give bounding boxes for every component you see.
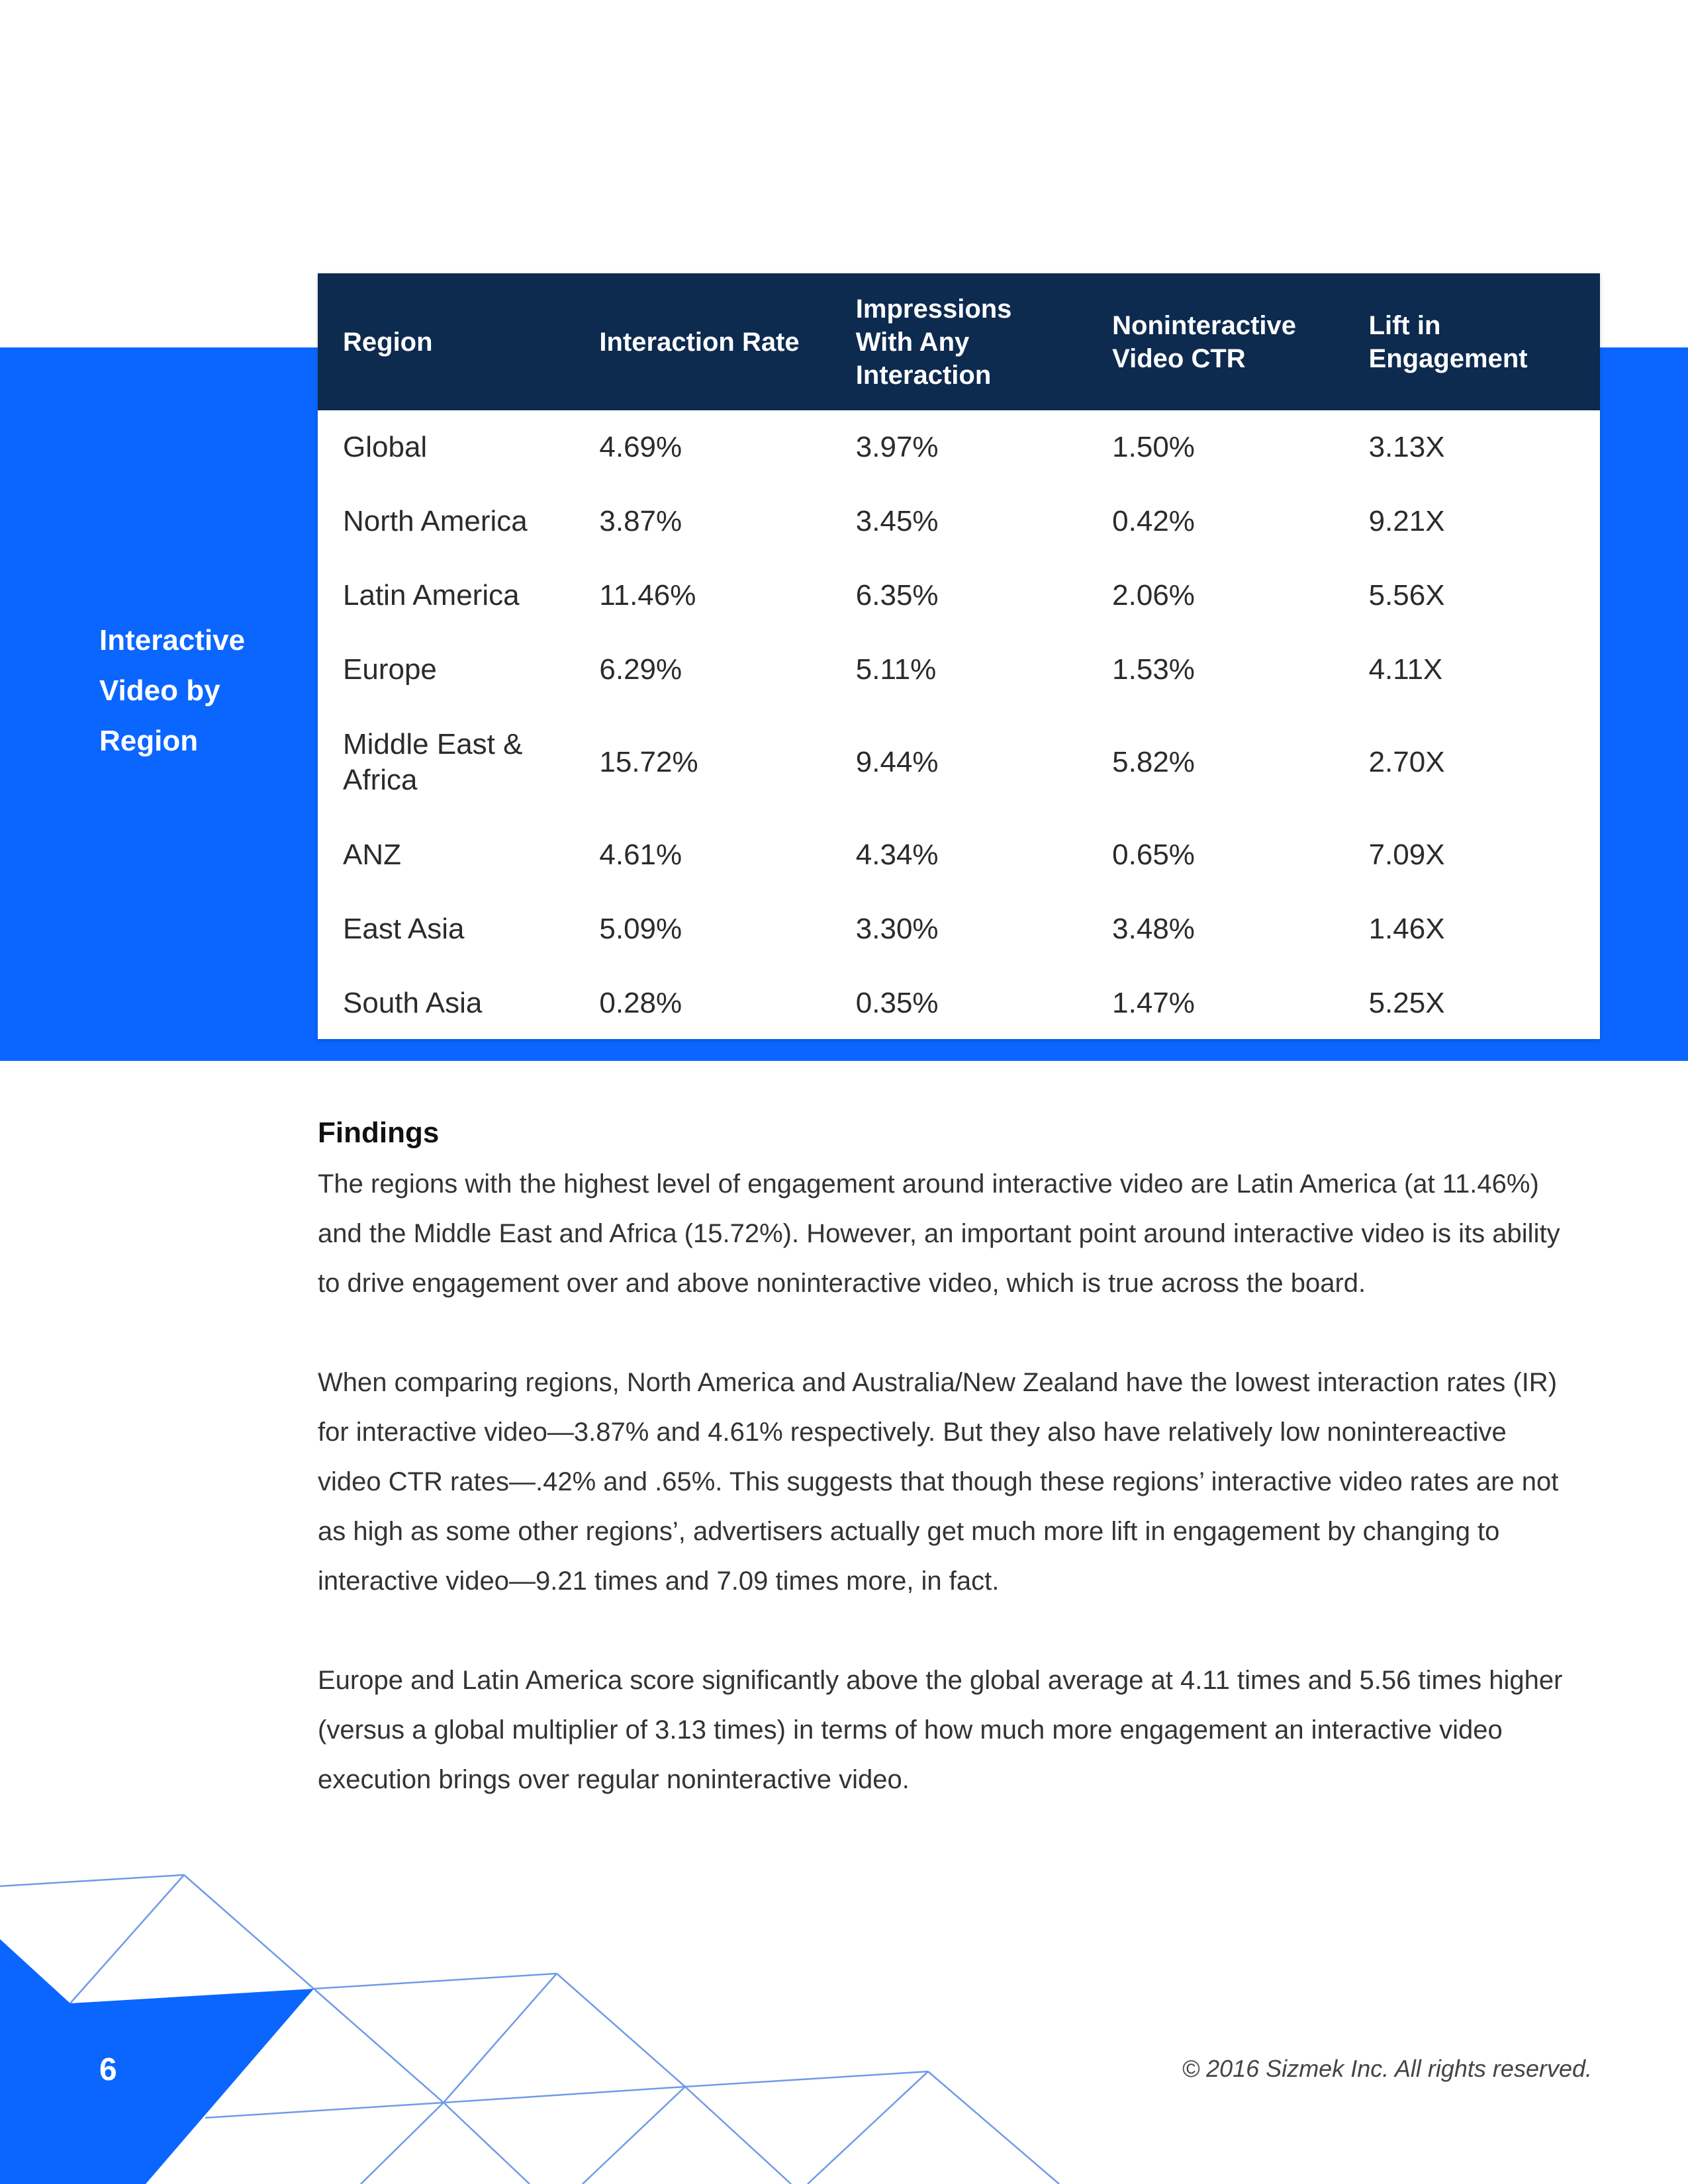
page-number: 6 [99,2052,117,2087]
table-cell: 3.30% [855,913,939,945]
table-row [318,410,1600,484]
table-row [318,707,1600,818]
table-cell: 9.44% [855,746,939,778]
table-row [318,892,1600,966]
table-cell: 2.06% [1112,579,1195,612]
table-cell: 0.42% [1112,505,1195,537]
findings-paragraph: Europe and Latin America score significantly above the global average at 4.11 times and 5.56 times higher (versus a global multiplier of 3.13 times) in terms of how much more engagement an interactive video execution brings over regular noninteractive video. [318,1666,1563,1794]
table-cell: 7.09X [1368,839,1445,871]
table-cell: 5.11% [855,653,937,686]
table-cell: 5.25X [1368,987,1445,1019]
section-title-line: Interactive [99,624,246,657]
table-cell: Europe [343,653,437,686]
table-cell: 4.61% [599,839,682,871]
triangle-pattern-decoration [0,1853,1688,2184]
table-cell: 1.50% [1112,431,1195,463]
table-cell: 1.47% [1112,987,1195,1019]
region-table-card [318,273,1600,1039]
table-cell: South Asia [343,987,483,1019]
findings-section [318,1112,1575,1854]
table-cell: Middle East & Africa [343,728,523,796]
table-row [318,484,1600,559]
table-cell: 4.69% [599,431,682,463]
column-header-lift: Lift in Engagement [1368,310,1528,373]
table-cell: East Asia [343,913,465,945]
section-title-line: Region [99,725,199,757]
table-cell: 15.72% [599,746,698,778]
table-cell: 9.21X [1368,505,1445,537]
table-cell: 5.09% [599,913,682,945]
section-title-line: Video by [99,674,220,707]
table-cell: Global [343,431,428,463]
table-cell: 3.48% [1112,913,1195,945]
table-cell: 5.56X [1368,579,1445,612]
table-cell: 0.65% [1112,839,1195,871]
table-header-row [318,273,1600,410]
table-row [318,559,1600,633]
table-cell: 4.34% [855,839,939,871]
column-header-region: Region [343,327,433,357]
findings-heading: Findings [318,1116,440,1149]
table-cell: 6.35% [855,579,939,612]
table-cell: 3.97% [855,431,939,463]
region-table [318,273,1600,1040]
findings-paragraph: When comparing regions, North America and Australia/New Zealand have the lowest interaction rates (IR) for interactive video—3.87% and 4.61% respectively. But they also have relatively low nonintereactive video CTR rates—.42% and .65%. This suggests that though these regions’ interactive video rates are not as high as some other regions’, advertisers actually get much more lift in engagement by changing to interactive video—9.21 times and 7.09 times more, in fact. [318,1368,1559,1596]
table-row [318,818,1600,892]
column-header-interaction-rate: Interaction Rate [599,327,800,357]
table-cell: 3.45% [855,505,939,537]
findings-paragraph: The regions with the highest level of engagement around interactive video are Latin America (at 11.46%) and the Middle East and Africa (15.72%). However, an important point around interactive video is its ability to drive engagement over and above noninteractive video, which is true across the board. [318,1169,1560,1298]
table-cell: 3.87% [599,505,682,537]
column-header-impressions: Impressions With Any Interaction [855,294,1012,390]
table-cell: 11.46% [599,579,696,612]
column-header-noninteractive-ctr: Noninteractive Video CTR [1112,310,1297,373]
table-cell: North America [343,505,528,537]
table-cell: ANZ [343,839,401,871]
table-cell: 3.13X [1368,431,1445,463]
section-title [99,615,298,766]
table-cell: 0.35% [855,987,939,1019]
table-cell: 1.46X [1368,913,1445,945]
table-cell: 4.11X [1368,653,1443,686]
table-row [318,966,1600,1040]
table-row [318,633,1600,707]
table-cell: Latin America [343,579,520,612]
table-cell: 2.70X [1368,746,1445,778]
copyright-notice: © 2016 Sizmek Inc. All rights reserved. [1182,2055,1592,2082]
table-cell: 5.82% [1112,746,1195,778]
table-cell: 6.29% [599,653,682,686]
table-cell: 1.53% [1112,653,1195,686]
table-cell: 0.28% [599,987,682,1019]
